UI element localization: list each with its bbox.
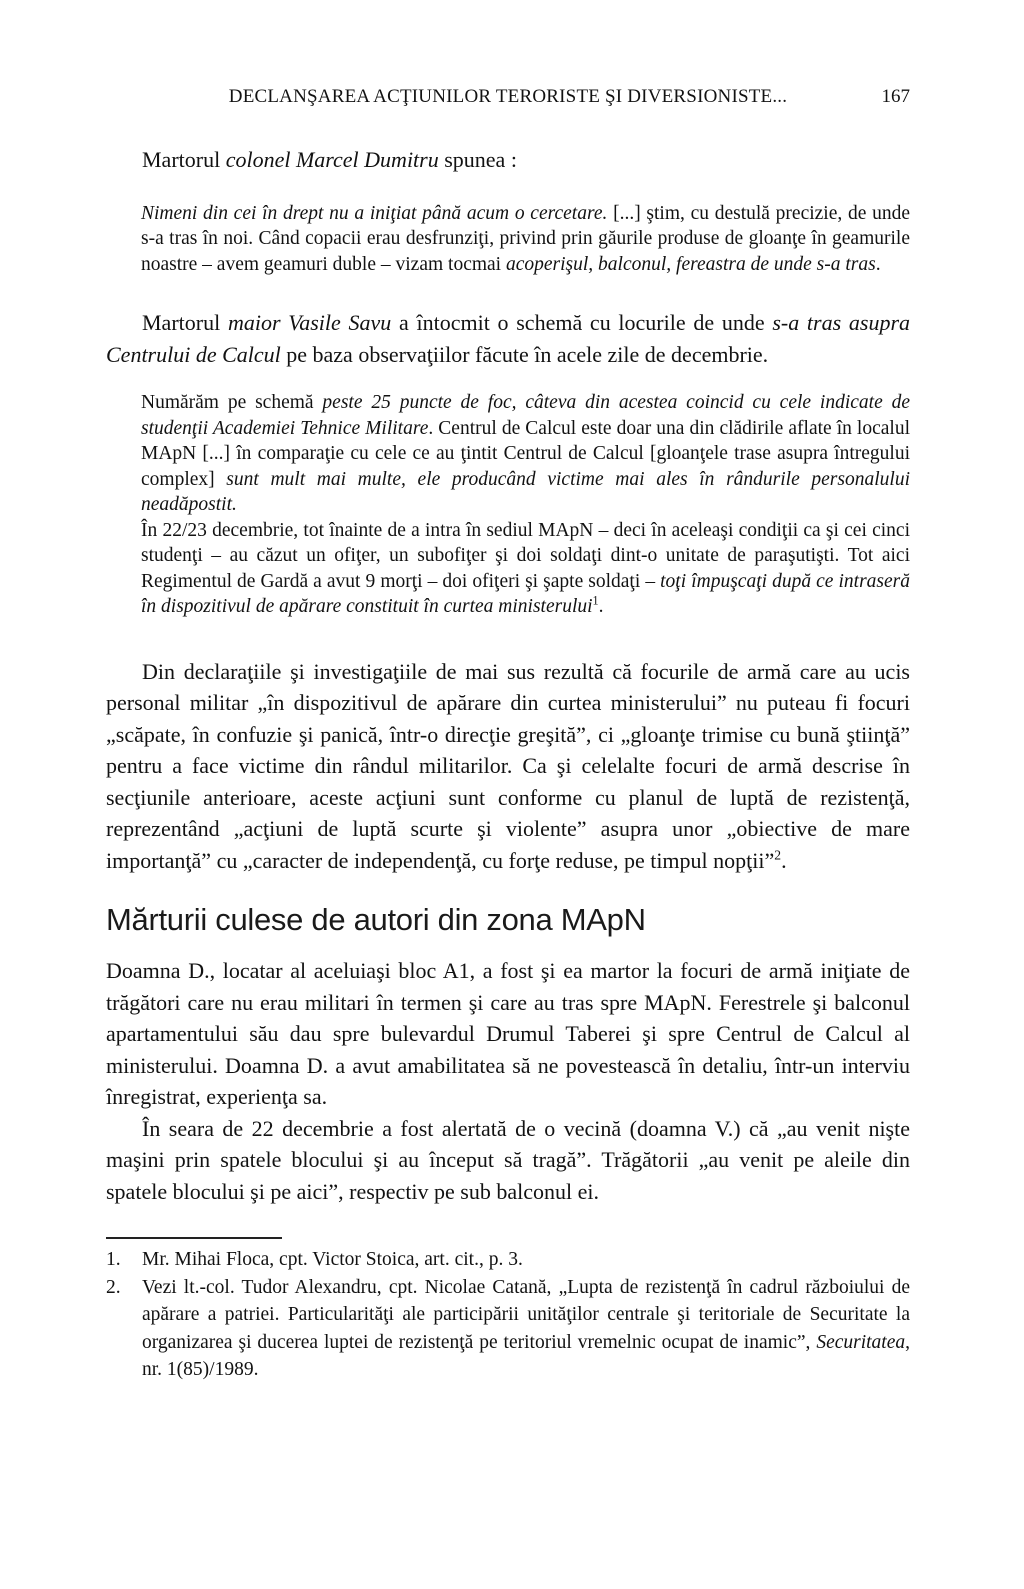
paragraph-22-decembrie: În seara de 22 decembrie a fost alertată de o vecină (doamna V.) că „au venit nişte maşini prin spatele blocului şi au început să tragă”. Trăgătorii „au venit pe aleile din spatele blocului şi pe aici”, respectiv pe sub balconul ei. (106, 1115, 910, 1204)
footnote-item (106, 1274, 910, 1384)
blockquote-colonel-testimony: Nimeni din cei în drept nu a iniţiat până acum o cercetare. [...] ştim, cu destulă precizie, de unde s-a tras în noi. Când copacii erau desfrunziţi, privind prin găurile produse de gloanţe în geamurile noastre – avem geamuri duble – vizam tocmai acoperişul, balconul, fereastra de unde s-a tras. (141, 202, 910, 275)
paragraph-witness-colonel: Martorul colonel Marcel Dumitru spunea : (142, 147, 517, 172)
running-title: DECLANŞAREA ACŢIUNILOR TERORISTE ŞI DIVERSIONISTE... (228, 86, 788, 107)
footnote-number: 2. (106, 1276, 121, 1298)
page-number: 167 (881, 86, 910, 107)
paragraph-conclusion: Din declaraţiile şi investigaţiile de mai sus rezultă că focurile de armă care au ucis personal militar „în dispozitivul de apărare din curtea ministerului” nu puteau fi focuri „scăpate, în confuzie şi panică, într-o direcţie greşită”, ci „gloanţe trimise cu bună ştiinţă” pentru a face victime din rândul militarilor. Ca şi celelalte focuri de armă descrise în secţiunile anterioare, aceste acţiuni sunt conforme cu planul de luptă de rezistenţă, reprezentând „acţiuni de luptă scurte şi violente” asupra unor „obiective de mare importanţă” cu „caracter de independenţă, cu forţe reduse, pe timpul nopţii”$^2$. (106, 658, 910, 873)
paragraph-doamna-d: Doamna D., locatar al aceluiaşi bloc A1, a fost şi ea martor la focuri de armă iniţiate de trăgători care nu erau militari în termen şi care au tras spre MApN. Ferestrele şi balconul apartamentului său dau spre bulevardul Drumul Taberei şi spre Centrul de Calcul al ministerului. Doamna D. a avut amabilitatea să ne povestească în detaliu, într-un interviu înregistrat, experienţa sa. (106, 958, 910, 1109)
footnotes-section (106, 1237, 910, 1384)
page-body (106, 144, 910, 1207)
footnote-number: 1. (106, 1249, 121, 1270)
blockquote-major-paragraph-1: Numărăm pe schemă peste 25 puncte de foc, câteva din acestea coincid cu cele indicate de studenţii Academiei Tehnice Militare. Centrul de Calcul este doar una din clădirile aflate în localul MApN [...] în comparaţie cu cele ce au ţintit Centrul de Calcul [gloanţele trase asupra întregului complex] sunt mult mai multe, ele producând victime mai ales în rândurile personalului neadăpostit. (141, 392, 910, 515)
footnote-item (106, 1246, 910, 1274)
section-heading: Mărturii culese de autori din zona MApN (106, 902, 646, 937)
blockquote-major-testimony (141, 390, 910, 620)
footnote-text: Vezi lt.-col. Tudor Alexandru, cpt. Nicolae Catană, „Lupta de rezistenţă în cadrul războiului de apărare a patriei. Particularităţi ale participării unităţilor centrale şi teritoriale de Securitate la organizarea şi ducerea luptei de rezistenţă pe teritoriul vremelnic ocupat de inamic”, Securitatea, nr. 1(85)/1989. (142, 1276, 910, 1380)
footnote-text: Mr. Mihai Floca, cpt. Victor Stoica, art. cit., p. 3. (142, 1249, 523, 1270)
paragraph-witness-major: Martorul maior Vasile Savu a întocmit o schemă cu locurile de unde s-a tras asupra Centrului de Calcul pe baza observaţiilor făcute în acele zile de decembrie. (106, 310, 911, 367)
blockquote-major-paragraph-2: În 22/23 decembrie, tot înainte de a intra în sediul MApN – deci în aceleaşi condiţii ca şi cei cinci studenţi – au căzut un ofiţer, un subofiţer şi doi soldaţi dint-o unitate de paraşutişti. Tot aici Regimentul de Gardă a avut 9 morţi – doi ofiţeri şi şapte soldaţi – toţi împuşcaţi după ce intraseră în dispozitivul de apărare constituit în curtea ministerului$^1$. (141, 519, 911, 617)
footnote-separator-rule (106, 1237, 282, 1239)
running-header (106, 86, 910, 108)
